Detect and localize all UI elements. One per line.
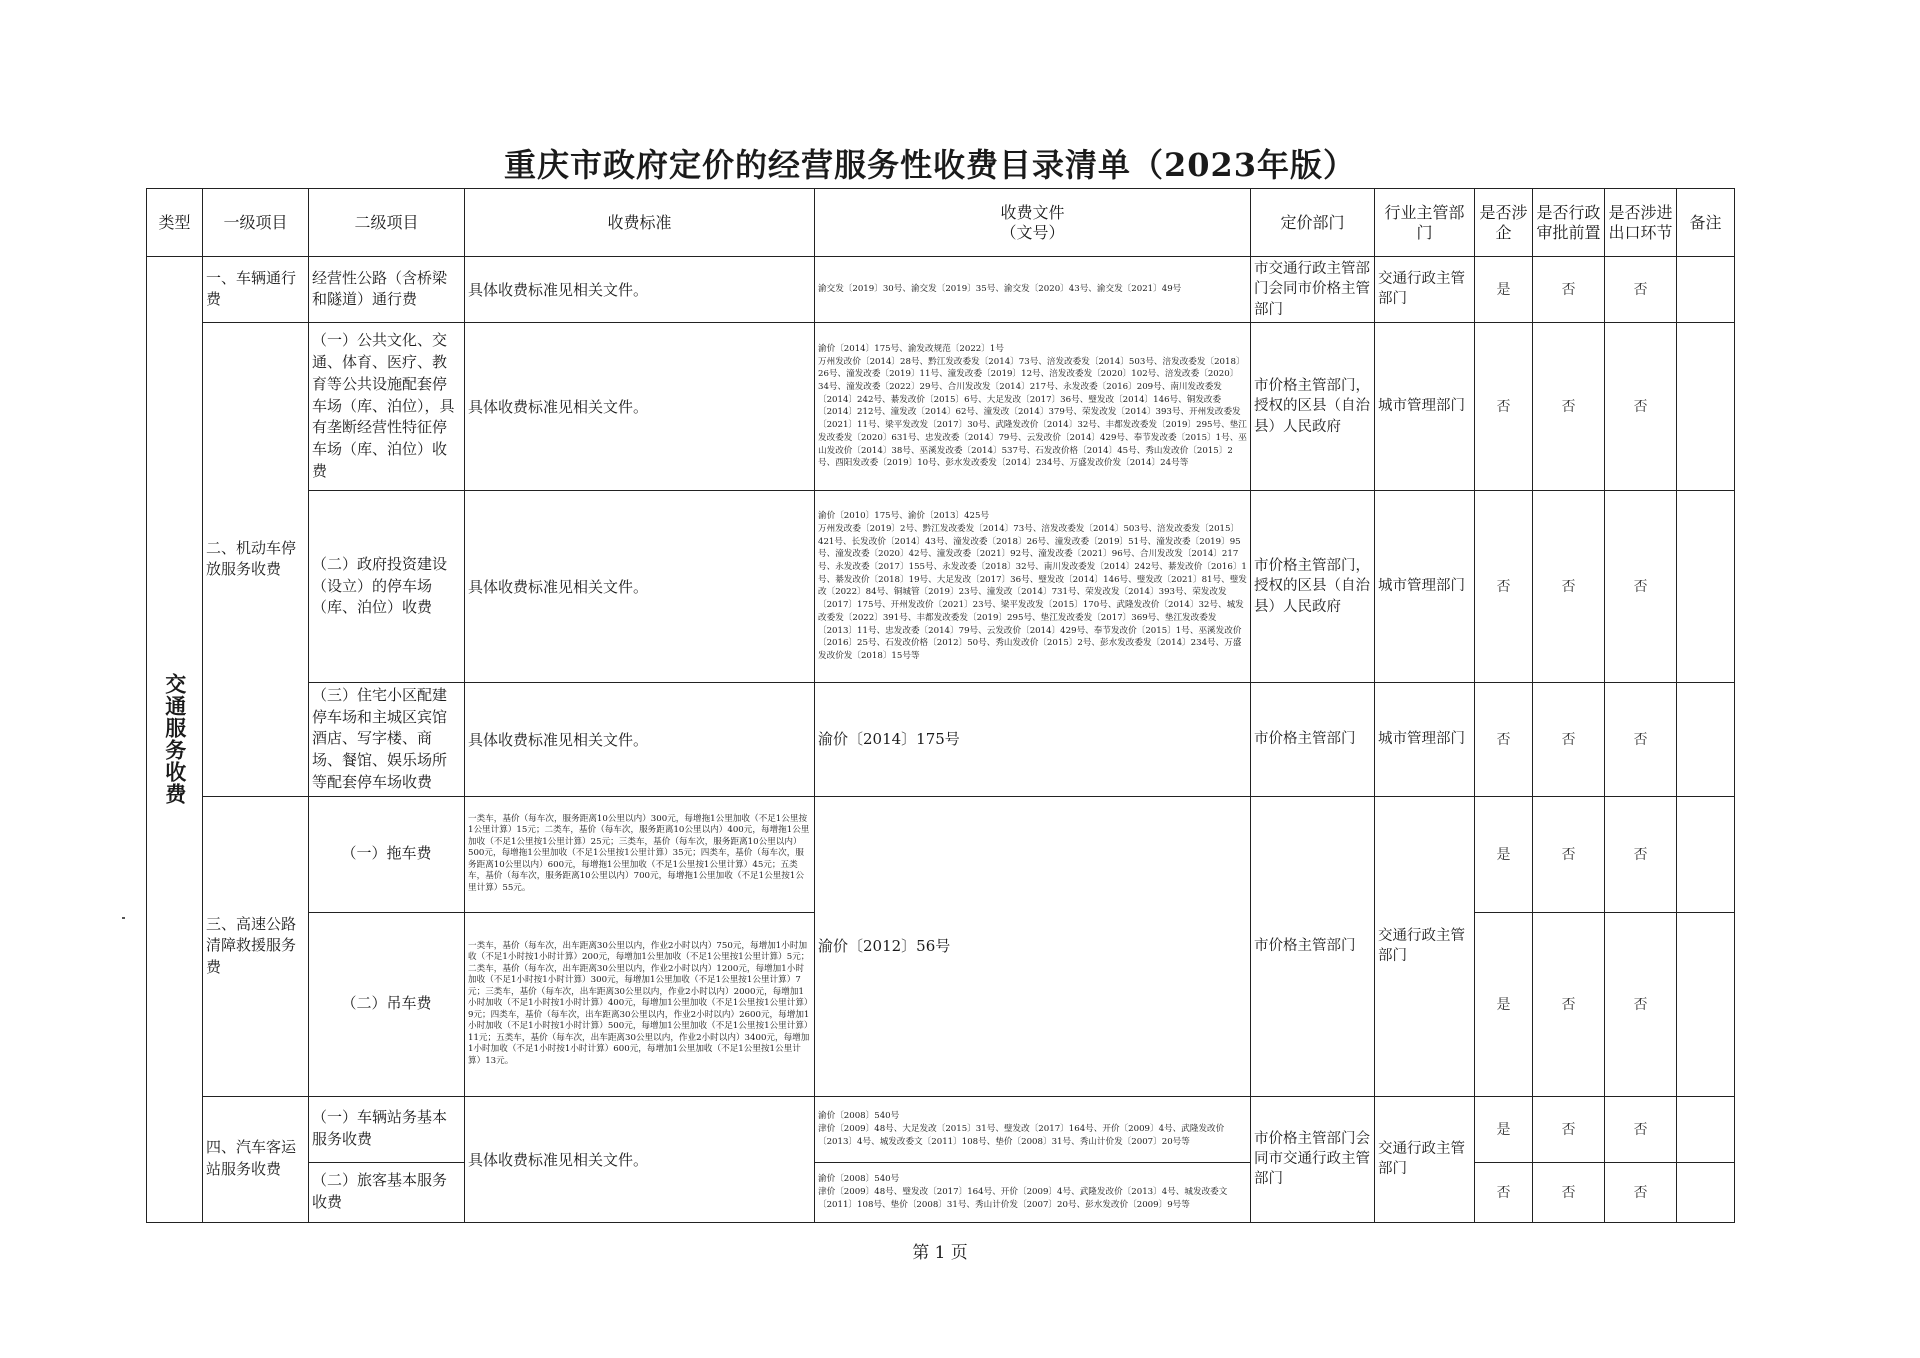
docs-cell: 渝交发〔2019〕30号、渝交发〔2019〕35号、渝交发〔2020〕43号、渝交发〔2021〕49号 [815,257,1251,323]
standard-cell: 具体收费标准见相关文件。 [465,257,815,323]
header-involves-enterprise: 是否涉企 [1475,189,1533,257]
export-cell: 否 [1605,322,1677,490]
standard-cell: 具体收费标准见相关文件。 [465,322,815,490]
table-row [147,257,1735,323]
table-row [147,322,1735,490]
enterprise-cell: 否 [1475,490,1533,682]
header-admin-approval: 是否行政审批前置 [1533,189,1605,257]
export-cell: 否 [1605,796,1677,912]
level1-cell: 二、机动车停放服务收费 [203,322,309,796]
pricing-dept-cell: 市交通行政主管部门会同市价格主管部门 [1251,257,1375,323]
remarks-cell [1677,257,1735,323]
header-import-export: 是否涉进出口环节 [1605,189,1677,257]
level2-cell: （一）车辆站务基本服务收费 [309,1096,465,1162]
remarks-cell [1677,322,1735,490]
remarks-cell [1677,682,1735,796]
level2-cell: （二）政府投资建设（设立）的停车场（库、泊位）收费 [309,490,465,682]
standard-cell: 一类车，基价（每车次，服务距离10公里以内）300元，每增拖1公里加收（不足1公里按1公里计算）15元；二类车，基价（每车次，服务距离10公里以内）400元，每增拖1公里加收（不足1公里按1公里计算）25元；三类车，基价（每车次，服务距离10公里以内）500元，每增拖1公里加收（不足1公里按1公里计算）35元；四类车，基价（每车次，服务距离10公里以内）600元，每增拖1公里加收（不足1公里按1公里计算）45元；五类车，基价（每车次，服务距离10公里以内）700元，每增拖1公里加收（不足1公里按1公里计算）55元。 [465,796,815,912]
standard-cell: 具体收费标准见相关文件。 [465,682,815,796]
page-number: 第 1 页 [912,1243,968,1263]
approval-cell: 否 [1533,257,1605,323]
table-row [147,796,1735,912]
header-docs: 收费文件 （文号） [815,189,1251,257]
header-pricing-dept: 定价部门 [1251,189,1375,257]
page-title: 重庆市政府定价的经营服务性收费目录清单（2023年版） [503,146,1357,184]
approval-cell: 否 [1533,1162,1605,1222]
standard-cell: 具体收费标准见相关文件。 [465,1096,815,1222]
remarks-cell [1677,912,1735,1096]
enterprise-cell: 否 [1475,1162,1533,1222]
level1-cell: 三、高速公路清障救援服务费 [203,796,309,1096]
table-row [147,1162,1735,1222]
level2-cell: （二）旅客基本服务收费 [309,1162,465,1222]
industry-dept-cell: 城市管理部门 [1375,490,1475,682]
approval-cell: 否 [1533,796,1605,912]
enterprise-cell: 否 [1475,322,1533,490]
industry-dept-cell: 城市管理部门 [1375,682,1475,796]
table-row [147,682,1735,796]
industry-dept-cell: 城市管理部门 [1375,322,1475,490]
docs-cell: 渝价〔2014〕175号 [815,682,1251,796]
pricing-dept-cell: 市价格主管部门会同市交通行政主管部门 [1251,1096,1375,1222]
level1-cell: 四、汽车客运站服务收费 [203,1096,309,1222]
header-industry-dept: 行业主管部门 [1375,189,1475,257]
level2-cell: （一）公共文化、交通、体育、医疗、教育等公共设施配套停车场（库、泊位），具有垄断经营性特征停车场（库、泊位）收费 [309,322,465,490]
table-row [147,1096,1735,1162]
docs-cell: 渝价〔2008〕540号 津价〔2009〕48号、璧发改〔2017〕164号、开价〔2009〕4号、武隆发改价〔2013〕4号、城发改委文〔2011〕108号、垫价〔2008〕31号、秀山计价发〔2007〕20号、彭水发改价〔2009〕9号等 [815,1162,1251,1222]
remarks-cell [1677,1162,1735,1222]
export-cell: 否 [1605,490,1677,682]
docs-cell: 渝价〔2008〕540号 津价〔2009〕48号、大足发改〔2015〕31号、璧发改〔2017〕164号、开价〔2009〕4号、武隆发改价〔2013〕4号、城发改委文〔2011〕108号、垫价〔2008〕31号、秀山计价发〔2007〕20号等 [815,1096,1251,1162]
level2-cell: （二）吊车费 [309,912,465,1096]
level2-cell: （一）拖车费 [309,796,465,912]
header-level2: 二级项目 [309,189,465,257]
header-remarks: 备注 [1677,189,1735,257]
header-level1: 一级项目 [203,189,309,257]
remarks-cell [1677,490,1735,682]
approval-cell: 否 [1533,1096,1605,1162]
standard-cell: 一类车，基价（每车次，出车距离30公里以内，作业2小时以内）750元，每增加1小时加收（不足1小时按1小时计算）200元，每增加1公里加收（不足1公里按1公里计算）5元；二类车，基价（每车次，出车距离30公里以内，作业2小时以内）1200元，每增加1小时加收（不足1小时按1小时计算）300元，每增加1公里加收（不足1公里按1公里计算）7元；三类车，基价（每车次，出车距离30公里以内，作业2小时以内）2000元，每增加1小时加收（不足1小时按1小时计算）400元，每增加1公里加收（不足1公里按1公里计算）9元；四类车，基价（每车次，出车距离30公里以内，作业2小时以内）2600元，每增加1小时加收（不足1小时按1小时计算）500元，每增加1公里加收（不足1公里按1公里计算）11元；五类车，基价（每车次，出车距离30公里以内，作业2小时以内）3400元，每增加1小时加收（不足1小时按1小时计算）600元，每增加1公里加收（不足1公里按1公里计算）13元。 [465,912,815,1096]
docs-cell: 渝价〔2014〕175号、渝发改规范〔2022〕1号 万州发改价〔2014〕28号、黔江发改委发〔2014〕73号、涪发改委发〔2014〕503号、涪发改委发〔2018〕26号、潼发改委〔2019〕11号、潼发改委〔2019〕12号、涪发改委发〔2020〕102号、涪发改委〔2020〕34号、潼发改委〔2022〕29号、合川发改发〔2014〕217号、永发改委〔2016〕209号、南川发改委发〔2014〕242号、綦发改价〔2015〕6号、大足发改〔2017〕36号、璧发改〔2014〕146号、铜发改委〔2014〕212号、潼发改〔2014〕62号、潼发改〔2014〕379号、荣发改发〔2014〕393号、开州发改委发〔2021〕11号、梁平发改发〔2017〕30号、武隆发改价〔2014〕32号、丰都发改委发〔2019〕295号、垫江发改委发〔2020〕631号、忠发改委〔2014〕79号、云发改价〔2014〕429号、奉节发改委〔2015〕1号、巫山发改价〔2014〕38号、巫溪发改委〔2014〕537号、石发改价格〔2014〕45号、秀山发改价〔2015〕2号、酉阳发改委〔2019〕10号、彭水发改委发〔2014〕234号、万盛发改价发〔2014〕24号等 [815,322,1251,490]
approval-cell: 否 [1533,682,1605,796]
remarks-cell [1677,796,1735,912]
pricing-dept-cell: 市价格主管部门，授权的区县（自治县）人民政府 [1251,322,1375,490]
enterprise-cell: 是 [1475,257,1533,323]
enterprise-cell: 是 [1475,1096,1533,1162]
approval-cell: 否 [1533,322,1605,490]
header-standard: 收费标准 [465,189,815,257]
scan-speck [122,917,125,919]
pricing-dept-cell: 市价格主管部门 [1251,796,1375,1096]
level2-cell: 经营性公路（含桥梁和隧道）通行费 [309,257,465,323]
level1-cell: 一、车辆通行费 [203,257,309,323]
remarks-cell [1677,1096,1735,1162]
level2-cell: （三）住宅小区配建停车场和主城区宾馆酒店、写字楼、商场、餐馆、娱乐场所等配套停车场收费 [309,682,465,796]
industry-dept-cell: 交通行政主管部门 [1375,1096,1475,1222]
approval-cell: 否 [1533,490,1605,682]
export-cell: 否 [1605,1162,1677,1222]
export-cell: 否 [1605,1096,1677,1162]
enterprise-cell: 否 [1475,682,1533,796]
industry-dept-cell: 交通行政主管部门 [1375,796,1475,1096]
export-cell: 否 [1605,257,1677,323]
export-cell: 否 [1605,912,1677,1096]
category-cell: 交通服务收费 [147,257,203,1223]
standard-cell: 具体收费标准见相关文件。 [465,490,815,682]
approval-cell: 否 [1533,912,1605,1096]
enterprise-cell: 是 [1475,912,1533,1096]
export-cell: 否 [1605,682,1677,796]
pricing-dept-cell: 市价格主管部门 [1251,682,1375,796]
enterprise-cell: 是 [1475,796,1533,912]
fee-catalog-table [146,188,1735,1223]
docs-cell: 渝价〔2010〕175号、渝价〔2013〕425号 万州发改委〔2019〕2号、黔江发改委发〔2014〕73号、涪发改委发〔2014〕503号、涪发改委发〔2015〕421号、长发改价〔2014〕43号、潼发改委〔2018〕26号、潼发改委〔2019〕51号、潼发改委〔2019〕95号、潼发改委〔2020〕42号、潼发改委〔2021〕92号、潼发改委〔2021〕96号、合川发改发〔2014〕217号、永发改委〔2017〕155号、永发改委〔2018〕32号、南川发改委发〔2014〕242号、綦发改价〔2016〕1号、綦发改价〔2018〕19号、大足发改〔2017〕36号、璧发改〔2014〕146号、璧发改〔2021〕81号、璧发改〔2022〕84号、铜城管〔2019〕23号、潼发改〔2014〕731号、荣发改发〔2014〕393号、荣发改发〔2017〕175号、开州发改价〔2021〕23号、梁平发改发〔2015〕170号、武隆发改价〔2014〕32号、城发改委发〔2022〕391号、丰都发改委发〔2019〕295号、垫江发改委发〔2017〕369号、垫江发改委发〔2013〕11号、忠发改委〔2014〕79号、云发改价〔2014〕429号、奉节发改价〔2015〕1号、巫溪发改价〔2016〕25号、石发改价格〔2012〕50号、秀山发改价〔2015〕2号、彭水发改委发〔2014〕234号、万盛发改价发〔2018〕15号等 [815,490,1251,682]
pricing-dept-cell: 市价格主管部门，授权的区县（自治县）人民政府 [1251,490,1375,682]
table-row [147,490,1735,682]
header-row [147,189,1735,257]
industry-dept-cell: 交通行政主管部门 [1375,257,1475,323]
docs-cell: 渝价〔2012〕56号 [815,796,1251,1096]
header-type: 类型 [147,189,203,257]
